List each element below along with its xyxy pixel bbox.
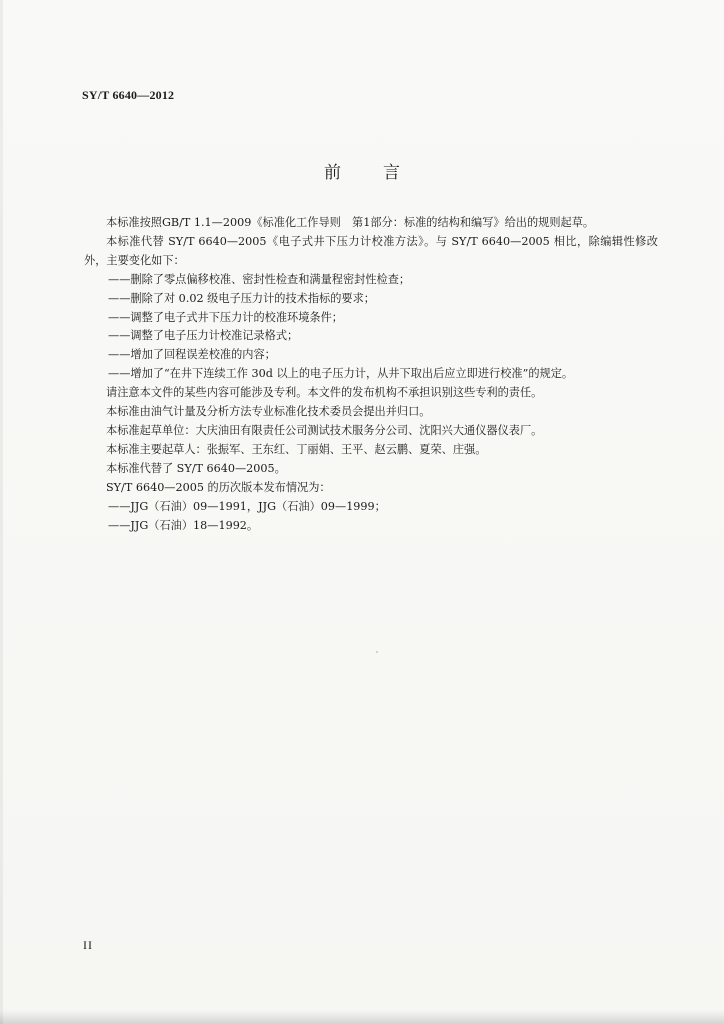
changes-list (84, 271, 658, 384)
list-item: ——删除了零点偏移校准、密封性检查和满量程密封性检查； (108, 272, 411, 286)
history-item: ——JJG（石油）18—1992。 (108, 518, 259, 532)
drafting-rule-paragraph: 本标准按照GB/T 1.1—2009《标准化工作导则 第1部分：标准的结构和编写》给出的规则起草。 (106, 216, 595, 229)
list-item: ——增加了“在井下连续工作 30d 以上的电子压力计，从井下取出后应立即进行校准”的规定。 (108, 367, 574, 381)
drafting-units: 本标准起草单位：大庆油田有限责任公司测试技术服务分公司、沈阳兴大通仪器仪表厂。 (106, 423, 543, 437)
list-item: ——增加了回程误差校准的内容； (108, 348, 276, 362)
list-item: ——调整了电子压力计校准记录格式； (108, 329, 299, 343)
history-item: ——JJG（石油）09—1991，JJG（石油）09—1999； (108, 499, 386, 513)
list-item: ——删除了对 0.02 级电子压力计的技术指标的要求； (108, 291, 375, 305)
page-title: 前言 (324, 163, 442, 183)
list-item: ——调整了电子式井下压力计的校准环境条件； (108, 310, 343, 324)
history-list (84, 498, 658, 536)
page-number: II (83, 938, 93, 952)
drafters: 本标准主要起草人：张振军、王东红、丁丽娟、王平、赵云鹏、夏荣、庄强。 (106, 442, 487, 456)
foreword-body (84, 214, 658, 535)
scan-bottom-shadow (0, 1010, 724, 1024)
proposed-by: 本标准由油气计量及分析方法专业标准化技术委员会提出并归口。 (106, 405, 431, 419)
replaces-statement: 本标准代替了 SY/T 6640—2005。 (106, 461, 286, 475)
replacement-paragraph: 本标准代替 SY/T 6640—2005《电子式井下压力计校准方法》。与 SY/T 6640—2005 相比，除编辑性修改外，主要变化如下： (84, 234, 658, 267)
patent-notice: 请注意本文件的某些内容可能涉及专利。本文件的发布机构不承担识别这些专利的责任。 (106, 386, 543, 400)
standard-code: SY/T 6640—2012 (82, 88, 175, 102)
scan-speck (130, 245, 132, 247)
scan-edge (0, 0, 3, 1024)
scan-speck (376, 651, 378, 653)
history-intro: SY/T 6640—2005 的历次版本发布情况为： (106, 480, 331, 494)
